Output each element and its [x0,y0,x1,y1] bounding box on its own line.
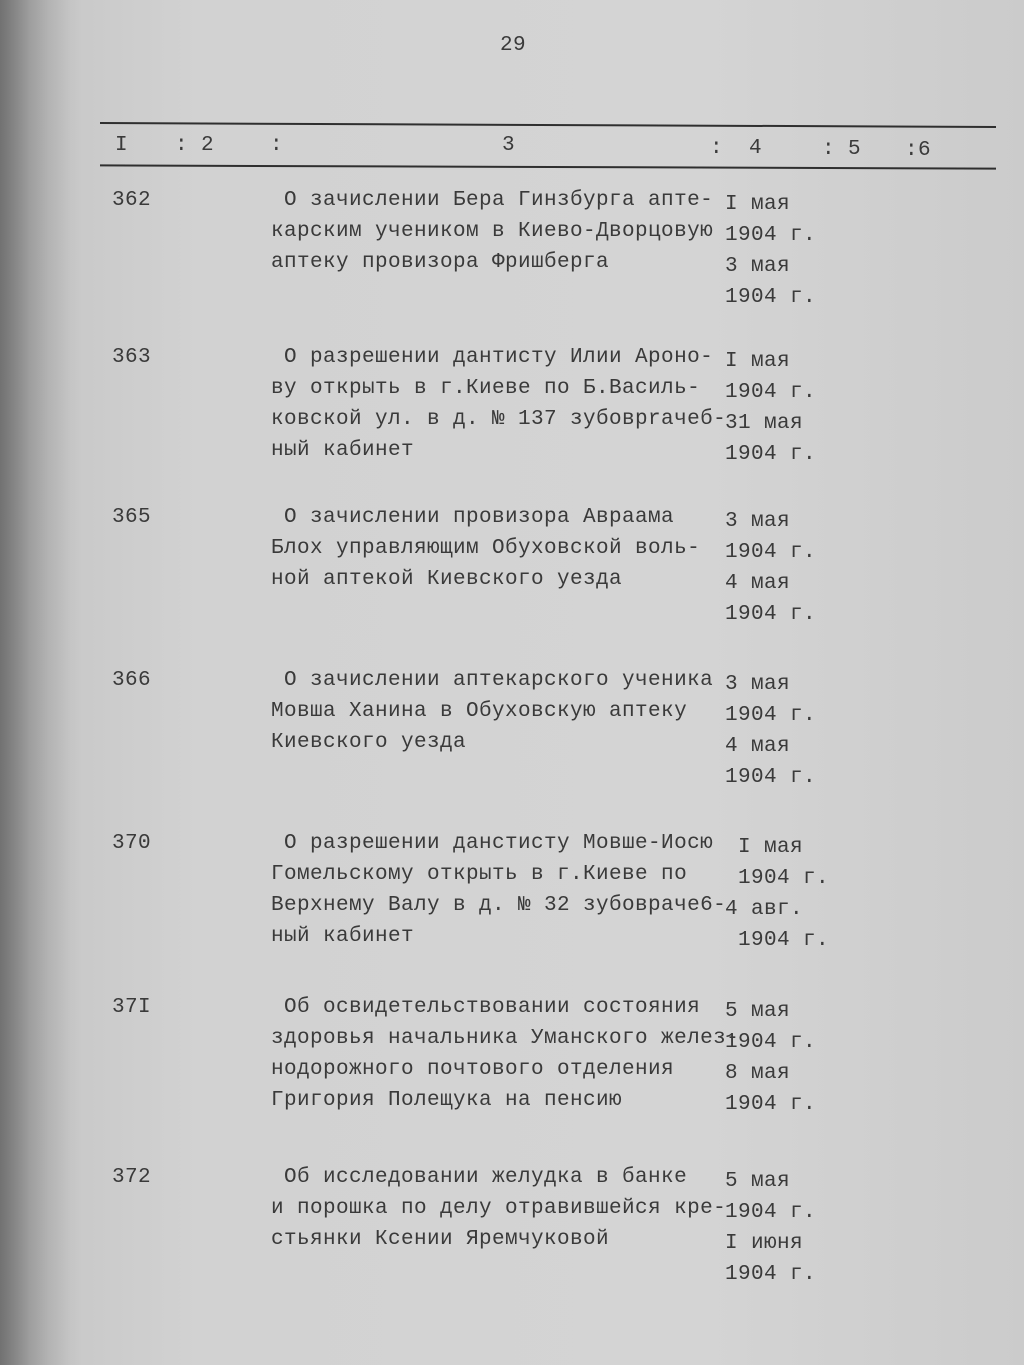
date-day-month: 8 мая [725,1062,791,1085]
header-col-1: I [115,134,129,157]
entry-dates [725,506,816,630]
date-day-month: 3 мая [725,673,791,696]
entry-number: 370 [112,832,152,855]
entry-description [271,1162,726,1255]
description-line: ный кабинет [271,925,415,948]
entry-description [271,185,713,278]
description-line: здоровья начальника Уманского желез- [271,1027,740,1050]
date-day-month: 3 мая [725,510,791,533]
entry-description [271,665,713,758]
entry-dates [725,669,816,793]
entry-dates [725,832,829,956]
date-day-month: I мая [725,350,791,373]
date-day-month: I мая [725,836,804,859]
entry-number: 362 [112,189,152,212]
entry-dates [725,189,816,313]
date-year: 1904 г. [725,381,817,404]
description-line: стьянки Ксении Яремчуковой [271,1228,610,1251]
date-day-month: 4 мая [725,735,791,758]
date-year: 1904 г. [725,541,817,564]
header-col-3: 3 [502,134,516,157]
description-line: Блох управляющим Обуховской воль- [271,537,701,560]
date-year: 1904 г. [725,929,830,952]
date-day-month: 4 авг. [725,898,804,921]
description-line: нодорожного почтового отделения [271,1058,675,1081]
header-col-5: : 5 [822,138,862,161]
date-day-month: 3 мая [725,255,791,278]
description-line: О разрешении данстисту Мовше-Иосю [271,832,714,855]
date-year: 1904 г. [725,766,817,789]
date-year: 1904 г. [725,603,817,626]
date-day-month: 4 мая [725,572,791,595]
description-line: Верхнему Валу в д. № 32 зубовраче6- [271,894,727,917]
entry-description [271,502,700,595]
date-year: 1904 г. [725,1201,817,1224]
description-line: ковской ул. в д. № 137 зубовpraчеб- [271,408,727,431]
description-line: Киевского уезда [271,731,467,754]
description-line: и порошка по делу отравившейся кре- [271,1197,727,1220]
header-top-rule [100,122,996,128]
header-bottom-rule [100,164,996,169]
description-line: аптеку провизора Фришберга [271,251,610,274]
entry-number: 37I [112,996,152,1019]
description-line: Об исследовании желудка в банке [271,1166,688,1189]
header-col-4: : 4 [710,137,763,160]
description-line: ный кабинет [271,439,415,462]
entry-number: 365 [112,506,152,529]
header-col-2: : 2 [175,134,215,157]
description-line: Григория Полещука на пенсию [271,1089,623,1112]
date-year: 1904 г. [725,286,817,309]
description-line: О зачислении аптекарского ученика [271,669,714,692]
description-line: Гомельскому открыть в г.Киеве по [271,863,688,886]
date-year: 1904 г. [725,1031,817,1054]
date-year: 1904 г. [725,1093,817,1116]
entry-description [271,992,739,1116]
entry-dates [725,1166,816,1290]
description-line: О зачислении Бера Гинзбурга апте- [271,189,714,212]
description-line: ной аптекой Киевского уезда [271,568,623,591]
date-day-month: 5 мая [725,1170,791,1193]
description-line: карским учеником в Киево-Дворцовую [271,220,714,243]
header-col-2-sep: : [270,134,284,157]
entry-description [271,828,726,952]
description-line: ву открыть в г.Киеве по Б.Василь- [271,377,701,400]
date-year: 1904 г. [725,443,817,466]
description-line: О зачислении провизора Авраама [271,506,675,529]
date-day-month: 5 мая [725,1000,791,1023]
entry-number: 363 [112,346,152,369]
description-line: О разрешении дантисту Илии Ароно- [271,346,714,369]
header-col-6: :6 [905,139,932,162]
description-line: Об освидетельствовании состояния [271,996,701,1019]
date-year: 1904 г. [725,704,817,727]
entry-dates [725,996,816,1120]
date-day-month: I июня [725,1232,804,1255]
entry-number: 366 [112,669,152,692]
date-year: 1904 г. [725,867,830,890]
date-day-month: I мая [725,193,791,216]
date-year: 1904 г. [725,1263,817,1286]
date-year: 1904 г. [725,224,817,247]
page-number: 29 [500,34,527,57]
entry-number: 372 [112,1166,152,1189]
entry-description [271,342,726,466]
description-line: Мовша Ханина в Обуховскую аптеку [271,700,688,723]
entry-dates [725,346,816,470]
date-day-month: 31 мая [725,412,804,435]
page-fold-shadow [0,0,82,1365]
